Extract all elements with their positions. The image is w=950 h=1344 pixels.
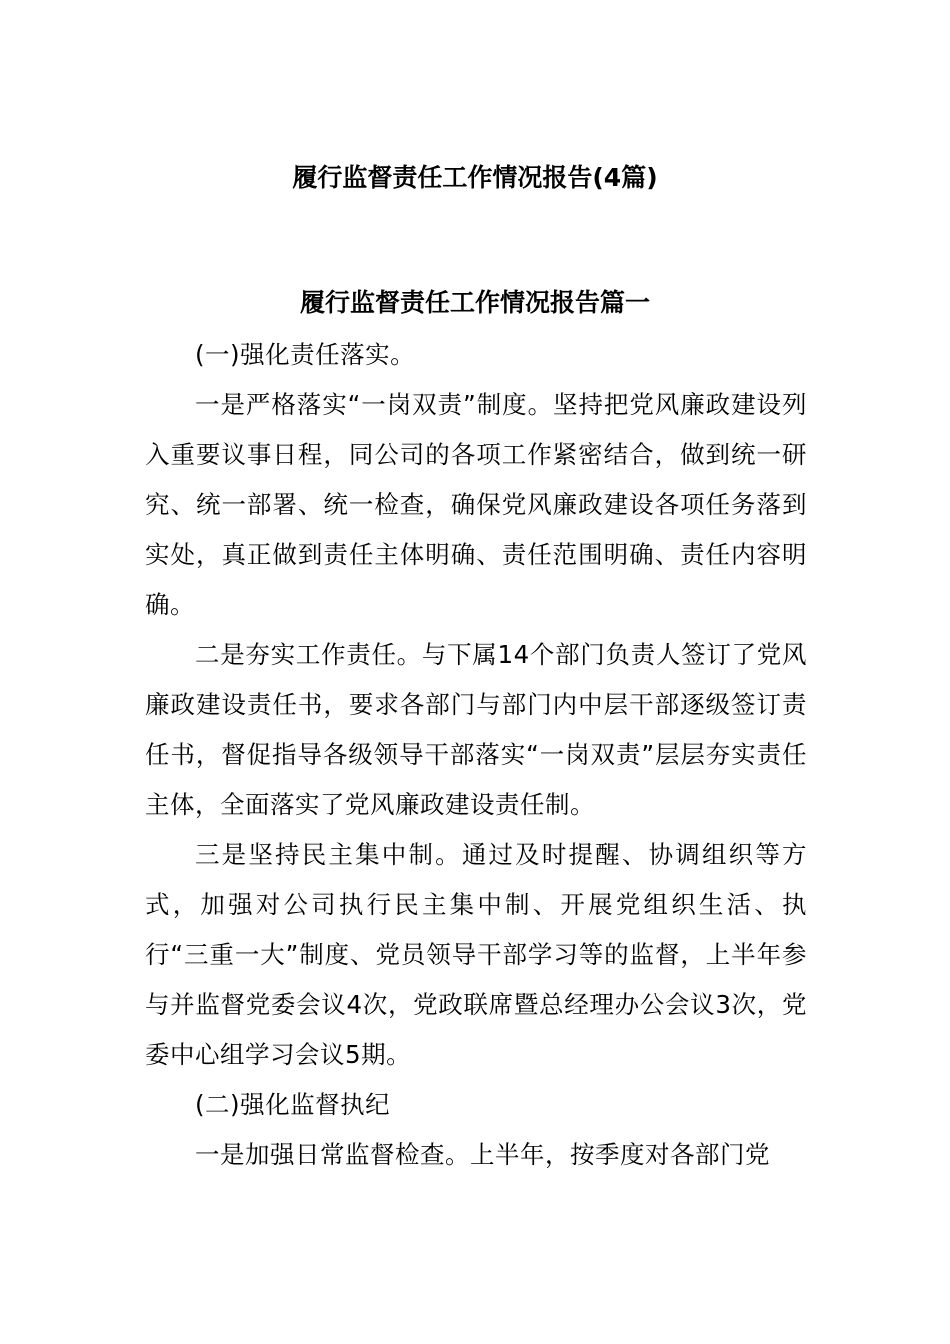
paragraph-heading-1: (一)强化责任落实。	[195, 340, 416, 369]
paragraph-item-3: 三是坚持民主集中制。通过及时提醒、协调组织等方式，加强对公司执行民主集中制、开展党组织生活、执行“三重一大”制度、党员领导干部学习等的监督，上半年参与并监督党委会议4次，党政联席暨总经理办公会议3次，党委中心组学习会议5期。	[145, 840, 807, 1069]
paragraph-item-2: 二是夯实工作责任。与下属14个部门负责人签订了党风廉政建设责任书，要求各部门与部门内中层干部逐级签订责任书，督促指导各级领导干部落实“一岗双责”层层夯实责任主体，全面落实了党风廉政建设责任制。	[145, 640, 807, 819]
paragraph-item-1: 一是严格落实“一岗双责”制度。坚持把党风廉政建设列入重要议事日程，同公司的各项工作紧密结合，做到统一研究、统一部署、统一检查，确保党风廉政建设各项任务落到实处，真正做到责任主体明确、责任范围明确、责任内容明确。	[145, 390, 807, 619]
paragraph-item-4: 一是加强日常监督检查。上半年，按季度对各部门党	[195, 1140, 770, 1169]
document-body	[145, 330, 807, 1180]
paragraph-heading-2: (二)强化监督执纪	[195, 1090, 391, 1119]
document-title: 履行监督责任工作情况报告(4篇)	[292, 163, 658, 192]
section-title: 履行监督责任工作情况报告篇一	[299, 288, 650, 317]
